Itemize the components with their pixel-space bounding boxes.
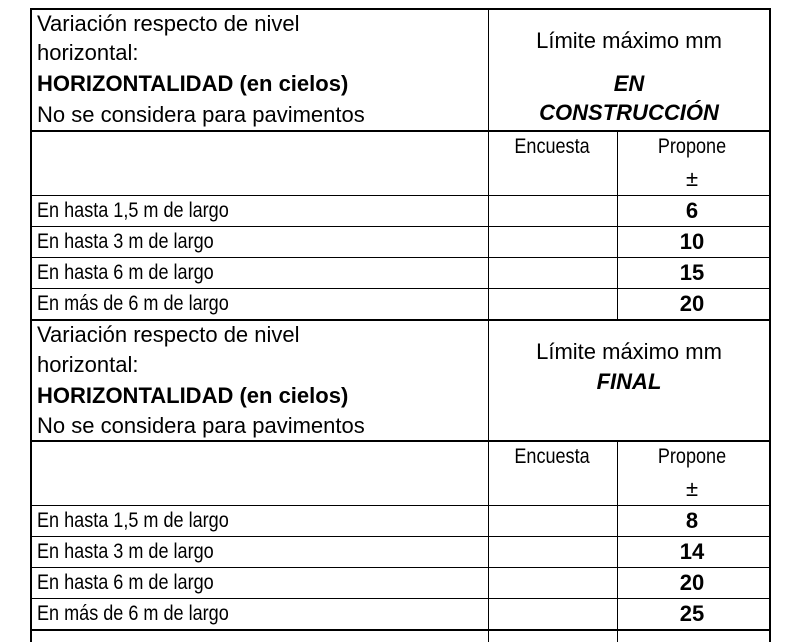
rule	[30, 226, 771, 227]
header-title: HORIZONTALIDAD (en cielos)	[37, 383, 349, 408]
row-value: 20	[679, 291, 705, 316]
row-value: 10	[679, 229, 705, 254]
row-value: 20	[679, 570, 705, 595]
plus-minus-symbol: ±	[685, 166, 699, 191]
row-value: 8	[685, 508, 699, 533]
row-value: 25	[679, 601, 705, 626]
rule	[30, 130, 771, 132]
stage-label-line-1: FINAL	[596, 369, 662, 394]
col-encuesta: Encuesta	[514, 135, 590, 158]
rule	[30, 567, 771, 568]
divider-survey-column-1	[617, 130, 618, 320]
row-label: En hasta 6 m de largo	[37, 571, 214, 594]
col-propone: Propone	[657, 135, 727, 158]
col-propone: Propone	[657, 445, 727, 468]
header-line-1: Variación respecto de nivel	[37, 322, 300, 347]
rule	[30, 629, 771, 631]
row-label: En hasta 6 m de largo	[37, 261, 214, 284]
header-line-1: Variación respecto de nivel	[37, 11, 300, 36]
divider-survey-column-2	[617, 440, 618, 642]
rule	[30, 536, 771, 537]
stage-label-line-2: CONSTRUCCIÓN	[539, 100, 719, 125]
plus-minus-symbol: ±	[685, 476, 699, 501]
row-label: En hasta 1,5 m de largo	[37, 509, 229, 532]
rule	[30, 505, 771, 506]
stage-label-line-1: EN	[613, 71, 645, 96]
header-note: No se considera para pavimentos	[37, 102, 365, 127]
border-top	[30, 8, 771, 10]
header-note: No se considera para pavimentos	[37, 413, 365, 438]
row-value: 15	[679, 260, 705, 285]
border-right	[769, 8, 771, 642]
header-title: HORIZONTALIDAD (en cielos)	[37, 71, 349, 96]
row-label: En más de 6 m de largo	[37, 602, 229, 625]
divider-label-column	[488, 8, 489, 642]
row-label: En hasta 1,5 m de largo	[37, 199, 229, 222]
limit-label: Límite máximo mm	[536, 339, 722, 364]
limit-label: Límite máximo mm	[536, 28, 722, 53]
header-line-2: horizontal:	[37, 352, 139, 377]
row-label: En más de 6 m de largo	[37, 292, 229, 315]
rule	[30, 288, 771, 289]
row-label: En hasta 3 m de largo	[37, 230, 214, 253]
rule	[30, 195, 771, 196]
col-encuesta: Encuesta	[514, 445, 590, 468]
header-line-2: horizontal:	[37, 40, 139, 65]
row-label: En hasta 3 m de largo	[37, 540, 214, 563]
row-value: 6	[685, 198, 699, 223]
rule	[30, 257, 771, 258]
row-value: 14	[679, 539, 705, 564]
border-left	[30, 8, 32, 642]
rule	[30, 319, 771, 321]
rule	[30, 440, 771, 442]
rule	[30, 598, 771, 599]
